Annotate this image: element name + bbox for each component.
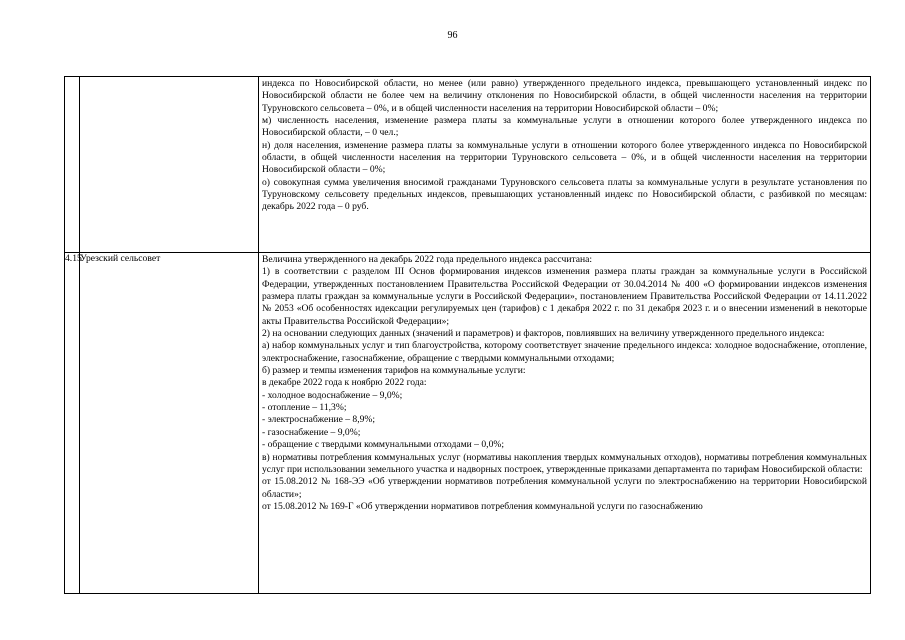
paragraph: - электроснабжение – 8,9%; [262, 414, 376, 426]
row-number-cell: 4.15 [65, 253, 80, 594]
municipality-cell [80, 77, 259, 253]
paragraph: - обращение с твердыми коммунальными отходами – 0,0%; [262, 439, 505, 451]
paragraph: от 15.08.2012 № 168-ЭЭ «Об утверждении нормативов потребления коммунальной услуги по электроснабжению на территории Новосибирской области»; [262, 476, 867, 500]
paragraph: в) нормативы потребления коммунальных услуг (нормативы накопления твердых коммунальных отходов), нормативы потребления коммунальных услуг при использовании земельного участка и надворных построек, утвержденные приказами департамента по тарифам Новосибирской области: [262, 451, 867, 475]
table-row [65, 253, 871, 594]
paragraph: от 15.08.2012 № 169-Г «Об утверждении нормативов потребления коммунальной услуги по газоснабжению [262, 500, 703, 512]
paragraph: а) набор коммунальных услуг и тип благоустройства, которому соответствует значение предельного индекса: холодное водоснабжение, отопление, электроснабжение, газоснабжение, обращение с твердыми коммунальными отходами; [262, 340, 867, 364]
paragraph: - холодное водоснабжение – 9,0%; [262, 389, 403, 401]
row-number-cell [65, 77, 80, 253]
paragraph: Величина утвержденного на декабрь 2022 года предельного индекса рассчитана: [262, 254, 593, 265]
paragraph: б) размер и темпы изменения тарифов на коммунальные услуги: [262, 365, 526, 377]
table-row [65, 77, 871, 253]
paragraph: 1) в соответствии с разделом III Основ формирования индексов изменения размера платы граждан за коммунальные услуги в Российской Федерации, утвержденных постановлением Правительства Российской Федерации от 30.04.2014 № 400 «О формировании индексов изменения размера платы граждан за коммунальные услуги в Российской Федерации», постановлением Правительства Российской Федерации от 14.11.2022 № 2053 «Об особенностях идексации регулируемых цен (тарифов) с 1 декабря 2022 г. по 31 декабря 2023 г. и о внесении изменений в некоторые акты Правительства Российской Федерации»; [262, 266, 867, 327]
paragraph: индекса по Новосибирской области, но менее (или равно) утвержденного предельного индекса, превышающего установленный индекс по Новосибирской области не более чем на величину отклонения по Новосибирской области, в общей численности населения на территории Туруновского сельсовета – 0%, и в общей численности населения на территории Новосибирской области – 0%; [262, 78, 867, 114]
page-number: 96 [447, 30, 458, 41]
description-cell [259, 253, 871, 594]
paragraph: 2) на основании следующих данных (значений и параметров) и факторов, повлиявших на величину утвержденного предельного индекса: [262, 328, 825, 340]
paragraph: - отопление – 11,3%; [262, 402, 347, 414]
paragraph: в декабре 2022 года к ноябрю 2022 года: [262, 377, 427, 389]
paragraph: н) доля населения, изменение размера платы за коммунальные услуги в отношении которого более утвержденного индекса по Новосибирской области, в общей численности населения на территории Туруновского сельсовета – 0%, и в общей численности населения на территории Новосибирской области – 0%; [262, 139, 867, 176]
description-cell [259, 77, 871, 253]
paragraph: - газоснабжение – 9,0%; [262, 426, 361, 438]
paragraph: м) численность населения, изменение размера платы за коммунальные услуги в отношении которого более утвержденного индекса по Новосибирской области, – 0 чел.; [262, 115, 867, 139]
municipality-cell: Урезский сельсовет [80, 253, 259, 594]
paragraph: о) совокупная сумма увеличения вносимой гражданами Туруновского сельсовета платы за коммунальные услуги в результате установления по Туруновскому сельсовету предельных индексов, превышающих установленный индекс по Новосибирской области, с разбивкой по месяцам: декабрь 2022 года – 0 руб. [262, 176, 867, 213]
index-table [64, 76, 871, 594]
